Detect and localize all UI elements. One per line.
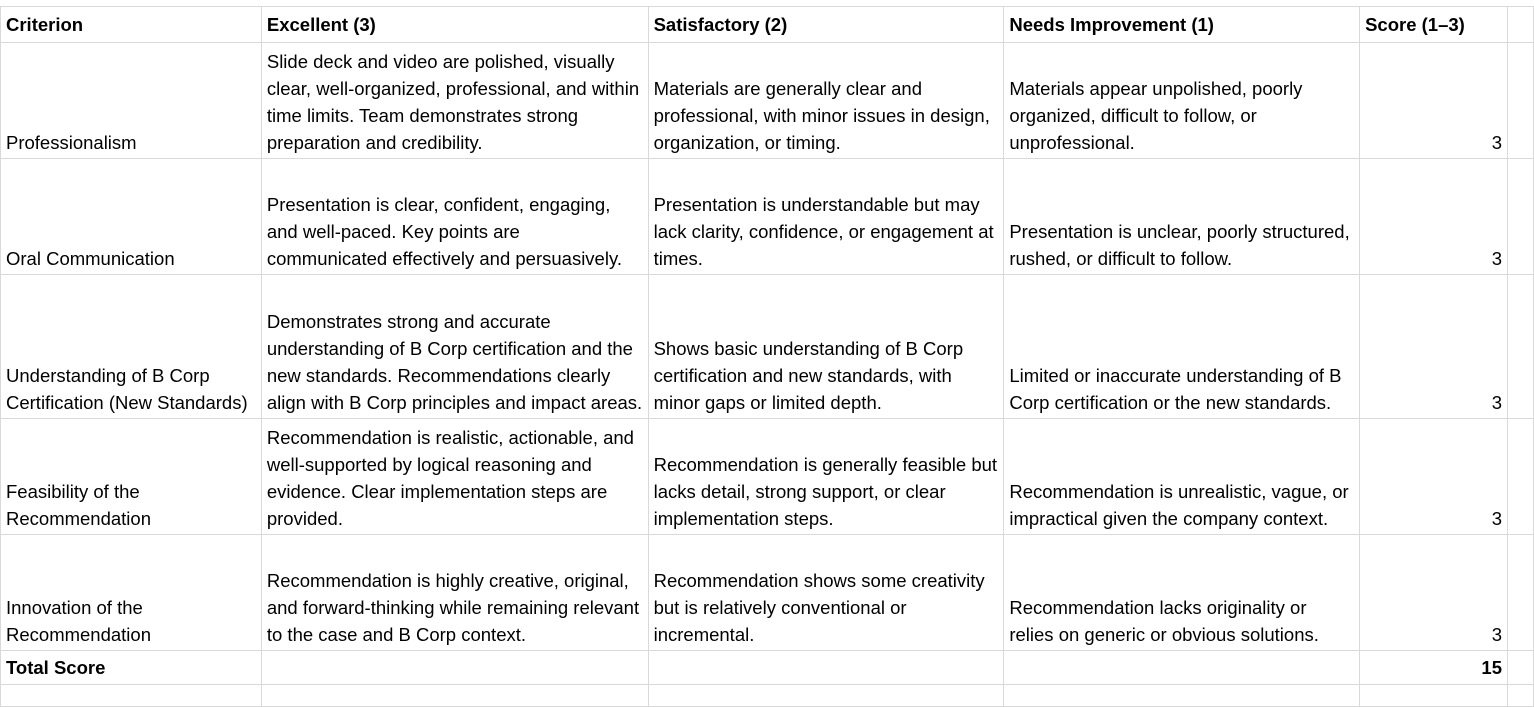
- score-cell[interactable]: 3: [1360, 43, 1508, 159]
- satisfactory-cell[interactable]: Presentation is understandable but may lack clarity, confidence, or engagement at times.: [648, 159, 1004, 275]
- rubric-table: [0, 6, 1534, 707]
- empty-cell[interactable]: [1, 685, 262, 707]
- empty-cell[interactable]: [1507, 159, 1533, 275]
- empty-cell[interactable]: [1004, 685, 1360, 707]
- needs-improvement-cell[interactable]: Limited or inaccurate understanding of B Corp certification or the new standards.: [1004, 275, 1360, 419]
- empty-cell[interactable]: [648, 651, 1004, 685]
- empty-cell[interactable]: [648, 685, 1004, 707]
- score-cell[interactable]: 3: [1360, 535, 1508, 651]
- satisfactory-cell[interactable]: Recommendation shows some creativity but is relatively conventional or incremental.: [648, 535, 1004, 651]
- criterion-cell[interactable]: Professionalism: [1, 43, 262, 159]
- header-needs-improvement-cell[interactable]: Needs Improvement (1): [1004, 7, 1360, 43]
- empty-cell[interactable]: [1507, 7, 1533, 43]
- satisfactory-cell[interactable]: Recommendation is generally feasible but lacks detail, strong support, or clear implementation steps.: [648, 419, 1004, 535]
- score-cell[interactable]: 3: [1360, 275, 1508, 419]
- table-row: [1, 535, 1534, 651]
- empty-cell[interactable]: [1004, 651, 1360, 685]
- excellent-cell[interactable]: Demonstrates strong and accurate understanding of B Corp certification and the new standards. Recommendations clearly align with B Corp principles and impact areas.: [261, 275, 648, 419]
- header-score-cell[interactable]: Score (1–3): [1360, 7, 1508, 43]
- empty-cell[interactable]: [261, 651, 648, 685]
- header-criterion-cell[interactable]: Criterion: [1, 7, 262, 43]
- table-row: [1, 275, 1534, 419]
- total-row: [1, 651, 1534, 685]
- needs-improvement-cell[interactable]: Recommendation lacks originality or relies on generic or obvious solutions.: [1004, 535, 1360, 651]
- excellent-cell[interactable]: Recommendation is highly creative, original, and forward-thinking while remaining relevant to the case and B Corp context.: [261, 535, 648, 651]
- needs-improvement-cell[interactable]: Recommendation is unrealistic, vague, or impractical given the company context.: [1004, 419, 1360, 535]
- excellent-cell[interactable]: Recommendation is realistic, actionable, and well-supported by logical reasoning and evidence. Clear implementation steps are provided.: [261, 419, 648, 535]
- empty-cell[interactable]: [1507, 685, 1533, 707]
- table-row: [1, 419, 1534, 535]
- empty-cell[interactable]: [1360, 685, 1508, 707]
- needs-improvement-cell[interactable]: Materials appear unpolished, poorly organized, difficult to follow, or unprofessional.: [1004, 43, 1360, 159]
- header-excellent-cell[interactable]: Excellent (3): [261, 7, 648, 43]
- empty-cell[interactable]: [261, 685, 648, 707]
- header-row: [1, 7, 1534, 43]
- empty-cell[interactable]: [1507, 419, 1533, 535]
- criterion-cell[interactable]: Innovation of the Recommendation: [1, 535, 262, 651]
- empty-cell[interactable]: [1507, 535, 1533, 651]
- excellent-cell[interactable]: Slide deck and video are polished, visually clear, well-organized, professional, and within time limits. Team demonstrates strong preparation and credibility.: [261, 43, 648, 159]
- satisfactory-cell[interactable]: Shows basic understanding of B Corp certification and new standards, with minor gaps or limited depth.: [648, 275, 1004, 419]
- empty-cell[interactable]: [1507, 275, 1533, 419]
- header-satisfactory-cell[interactable]: Satisfactory (2): [648, 7, 1004, 43]
- total-label-cell[interactable]: Total Score: [1, 651, 262, 685]
- table-row: [1, 159, 1534, 275]
- score-cell[interactable]: 3: [1360, 419, 1508, 535]
- table-row: [1, 43, 1534, 159]
- empty-cell[interactable]: [1507, 43, 1533, 159]
- empty-row: [1, 685, 1534, 707]
- criterion-cell[interactable]: Feasibility of the Recommendation: [1, 419, 262, 535]
- score-cell[interactable]: 3: [1360, 159, 1508, 275]
- satisfactory-cell[interactable]: Materials are generally clear and professional, with minor issues in design, organization, or timing.: [648, 43, 1004, 159]
- needs-improvement-cell[interactable]: Presentation is unclear, poorly structured, rushed, or difficult to follow.: [1004, 159, 1360, 275]
- criterion-cell[interactable]: Understanding of B Corp Certification (New Standards): [1, 275, 262, 419]
- total-score-cell[interactable]: 15: [1360, 651, 1508, 685]
- excellent-cell[interactable]: Presentation is clear, confident, engaging, and well-paced. Key points are communicated effectively and persuasively.: [261, 159, 648, 275]
- criterion-cell[interactable]: Oral Communication: [1, 159, 262, 275]
- empty-cell[interactable]: [1507, 651, 1533, 685]
